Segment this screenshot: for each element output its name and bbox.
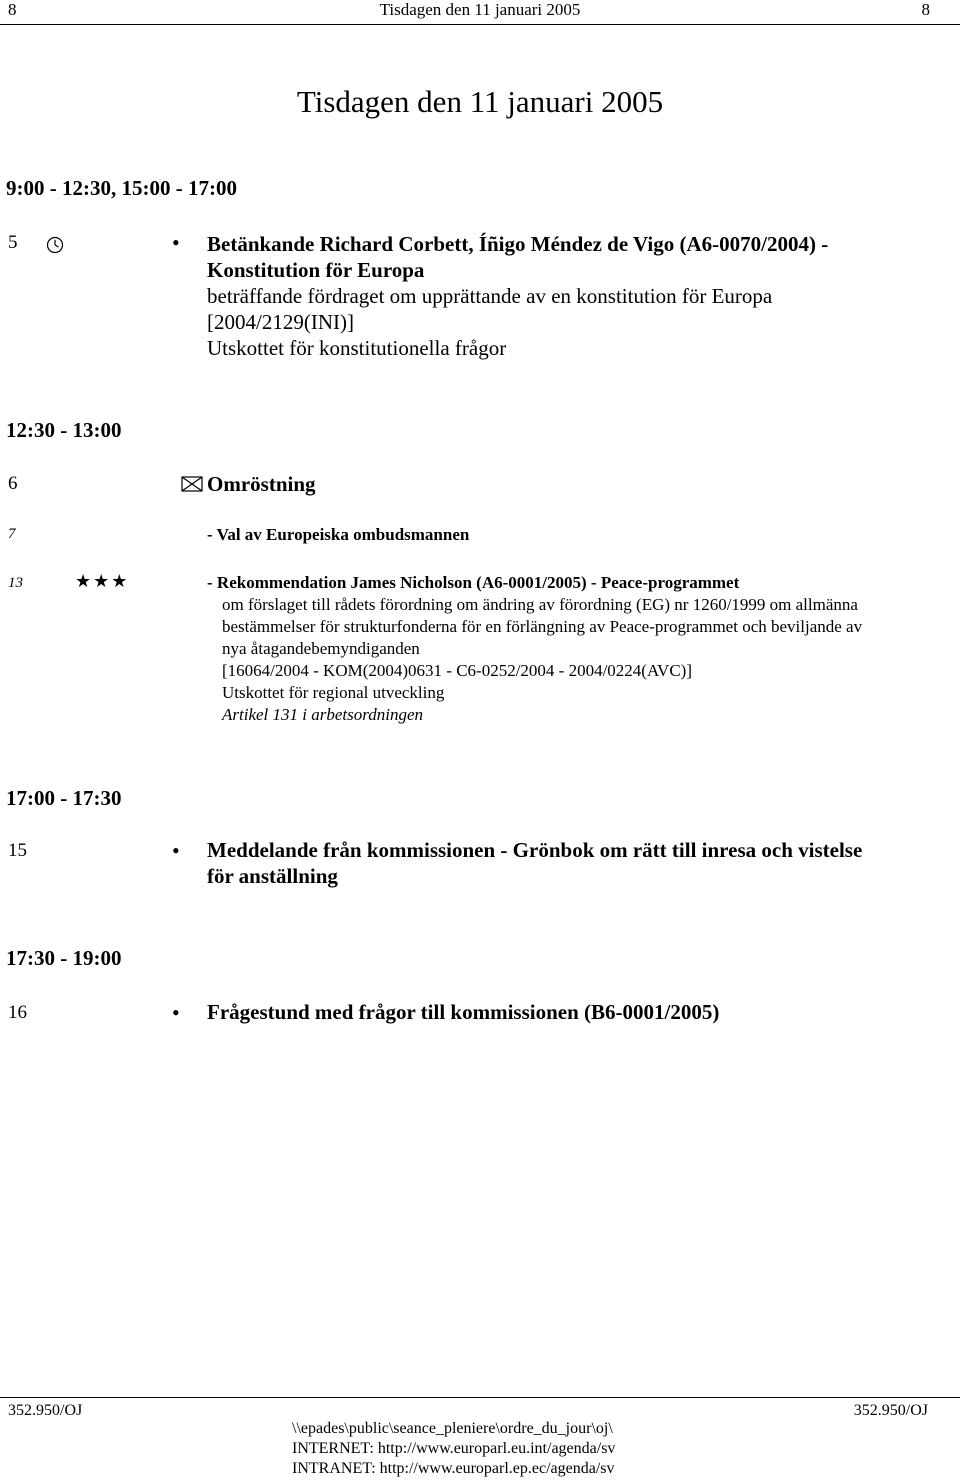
three-stars-icon: ★★★: [75, 571, 130, 591]
item-reference: [2004/2129(INI)]: [207, 310, 354, 334]
header-page-number-left: 8: [8, 0, 17, 19]
item-title: - Rekommendation James Nicholson (A6-0001/2005) - Peace-programmet: [207, 573, 740, 592]
page-title: Tisdagen den 11 januari 2005: [296, 84, 664, 119]
session-time: 12:30 - 13:00: [6, 418, 122, 442]
footer-internet-link: INTERNET: http://www.europarl.eu.int/agenda/sv: [292, 1440, 616, 1457]
item-rule: Artikel 131 i arbetsordningen: [222, 705, 423, 724]
item-number: 5: [8, 232, 18, 253]
item-committee: Utskottet för konstitutionella frågor: [207, 336, 507, 360]
item-title: Omröstning: [207, 472, 316, 496]
item-description: beträffande fördraget om upprättande av en konstitution för Europa: [207, 284, 773, 308]
item-number: 16: [8, 1002, 27, 1023]
bullet-icon: •: [172, 838, 180, 863]
item-description: bestämmelser för strukturfonderna för en förlängning av Peace-programmet och beviljande av: [222, 617, 863, 636]
footer-ref-left: 352.950/OJ: [8, 1402, 83, 1419]
session-time: 9:00 - 12:30, 15:00 - 17:00: [6, 176, 237, 200]
session-time: 17:30 - 19:00: [6, 946, 122, 970]
item-number: 7: [8, 526, 16, 542]
clock-icon: [46, 236, 64, 254]
item-reference: [16064/2004 - KOM(2004)0631 - C6-0252/2004 - 2004/0224(AVC)]: [222, 661, 692, 680]
header-title: Tisdagen den 11 januari 2005: [379, 0, 581, 19]
bullet-icon: •: [172, 230, 180, 255]
item-number: 6: [8, 473, 18, 494]
footer-rule: [0, 1397, 960, 1398]
item-description: om förslaget till rådets förordning om ändring av förordning (EG) nr 1260/1999 om allmänna: [222, 595, 858, 614]
item-title: Konstitution för Europa: [207, 258, 425, 282]
item-title: Betänkande Richard Corbett, Íñigo Méndez de Vigo (A6-0070/2004) -: [207, 232, 829, 256]
footer-ref-right: 352.950/OJ: [853, 1402, 928, 1419]
footer-intranet-link: INTRANET: http://www.europarl.ep.ec/agenda/sv: [292, 1460, 615, 1477]
bullet-icon: •: [172, 1000, 180, 1025]
item-number: 15: [8, 840, 27, 861]
item-title: - Val av Europeiska ombudsmannen: [207, 525, 470, 544]
item-title: Meddelande från kommissionen - Grönbok om rätt till inresa och vistelse: [207, 838, 863, 862]
item-title: Frågestund med frågor till kommissionen (B6-0001/2005): [207, 1000, 720, 1024]
header-rule: [0, 24, 960, 25]
session-time: 17:00 - 17:30: [6, 786, 122, 810]
header-page-number-right: 8: [921, 0, 930, 19]
envelope-x-icon: [181, 476, 203, 492]
footer-path: \\epades\public\seance_pleniere\ordre_du_jour\oj\: [292, 1420, 613, 1437]
item-title: för anställning: [207, 864, 338, 888]
item-number: 13: [8, 575, 23, 591]
item-description: nya åtagandebemyndiganden: [222, 639, 420, 658]
item-committee: Utskottet för regional utveckling: [222, 683, 445, 702]
